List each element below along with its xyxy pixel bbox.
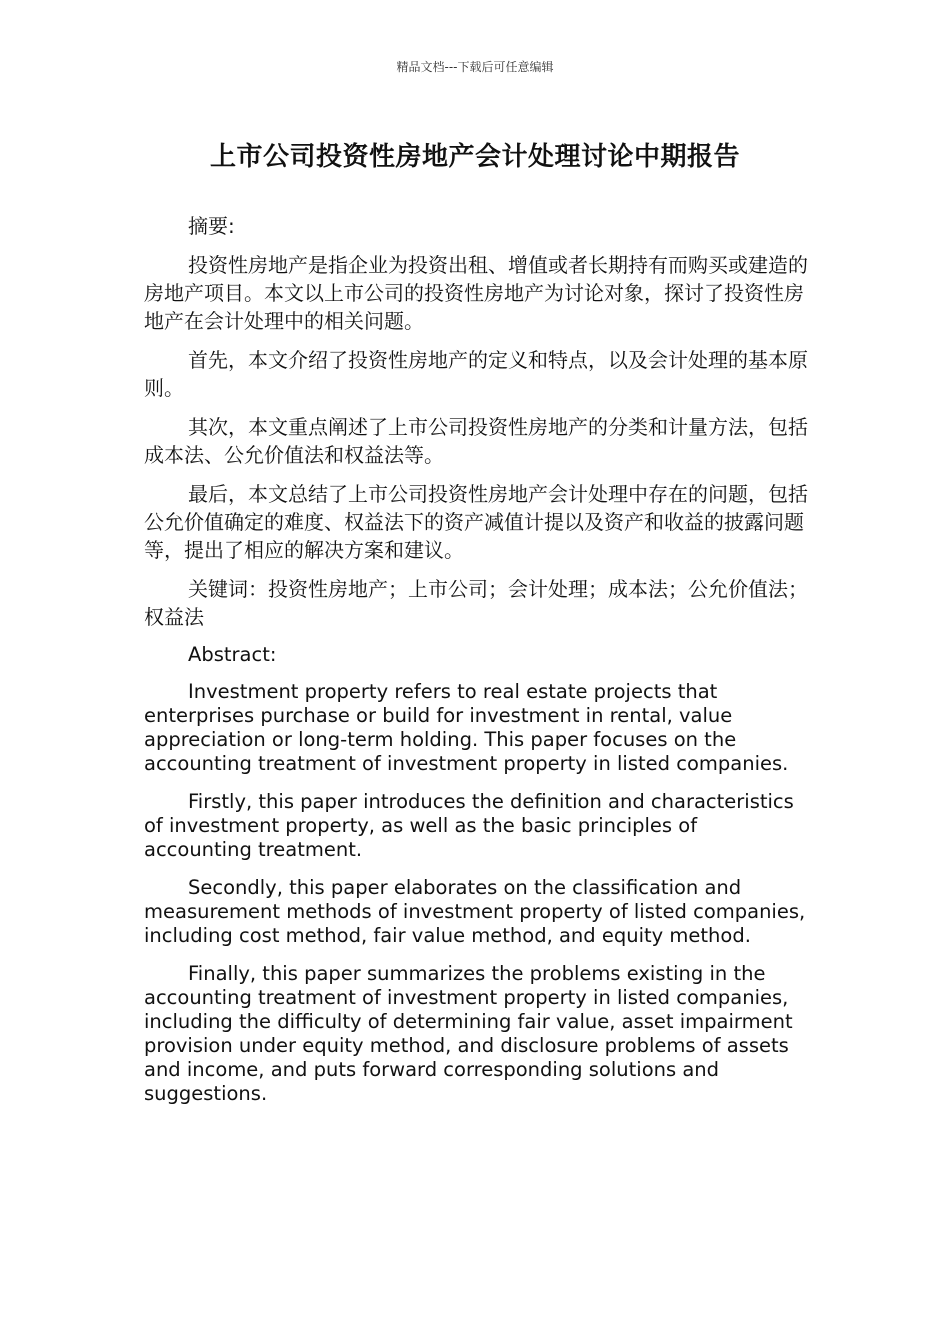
abstract-cn-paragraph-3: 其次，本文重点阐述了上市公司投资性房地产的分类和计量方法，包括成本法、公允价值法和权益法等。	[144, 415, 808, 467]
abstract-en-paragraph-4: Finally, this paper summarizes the problems existing in the accounting treatment of investment property in listed companies, including the difficulty of determining fair value, asset impairment provision under equity method, and disclosure problems of assets and income, and puts forward corresponding solutions and suggestions.	[144, 962, 793, 1105]
abstract-en-label: Abstract:	[188, 643, 277, 666]
document-title: 上市公司投资性房地产会计处理讨论中期报告	[209, 142, 740, 172]
abstract-cn-label: 摘要:	[188, 214, 235, 238]
abstract-cn-paragraph-4: 最后，本文总结了上市公司投资性房地产会计处理中存在的问题，包括公允价值确定的难度、权益法下的资产减值计提以及资产和收益的披露问题等，提出了相应的解决方案和建议。	[144, 482, 808, 562]
document-body	[144, 212, 808, 1120]
abstract-cn-paragraph-1: 投资性房地产是指企业为投资出租、增值或者长期持有而购买或建造的房地产项目。本文以上市公司的投资性房地产为讨论对象，探讨了投资性房地产在会计处理中的相关问题。	[144, 253, 808, 333]
abstract-en-paragraph-1: Investment property refers to real estate projects that enterprises purchase or build for investment in rental, value appreciation or long-term holding. This paper focuses on the accounting treatment of investment property in listed companies.	[144, 680, 789, 775]
abstract-cn-paragraph-2: 首先，本文介绍了投资性房地产的定义和特点，以及会计处理的基本原则。	[144, 348, 808, 400]
keywords: 关键词：投资性房地产；上市公司；会计处理；成本法；公允价值法；权益法	[144, 577, 808, 629]
page-header-note: 精品文档---下载后可任意编辑	[396, 60, 554, 74]
abstract-en-paragraph-2: Firstly, this paper introduces the definition and characteristics of investment property, as well as the basic principles of accounting treatment.	[144, 790, 794, 861]
abstract-en-paragraph-3: Secondly, this paper elaborates on the classification and measurement methods of investment property of listed companies, including cost method, fair value method, and equity method.	[144, 876, 806, 947]
